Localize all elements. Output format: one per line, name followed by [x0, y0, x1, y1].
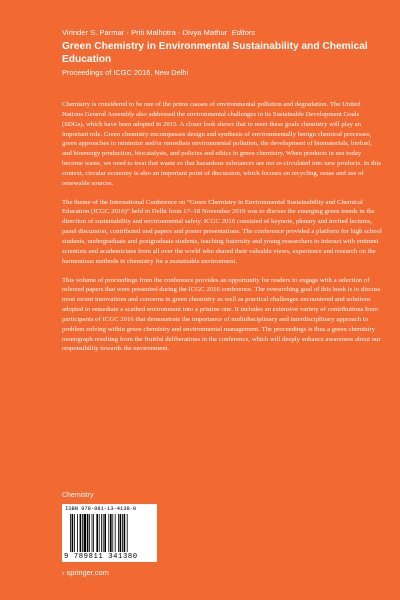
editors-role: Editors: [231, 28, 256, 37]
barcode-digits: 9 789811 341380: [64, 553, 138, 561]
barcode-bar: [127, 514, 128, 552]
book-subtitle: Proceedings of ICGC 2016, New Delhi: [62, 68, 189, 77]
barcode-bar: [77, 514, 78, 552]
blurb-paragraph: The theme of the International Conference on “Green Chemistry in Environmental Sustainability and Chemical Education (ICGC 2016)” held in Delhi from 17–18 November 2016 was to discuss the emerging green trends in the direction of sustainability and environmental safety. ICGC 2016 consisted of keynote, plenary and invited lectures, panel discussion, contributed oral papers and poster presentations. The conference provided a platform for high school students, undergraduate and postgraduate students, teaching fraternity and young researchers to interact with eminent scientists and academicians from all over the world who shared their valuable views, experience and research on the harmonious methods in chemistry for a sustainable environment.: [62, 198, 382, 265]
barcode-bar: [115, 514, 116, 552]
barcode-bar: [92, 514, 93, 552]
barcode-bar: [82, 514, 83, 552]
barcode-bar: [87, 514, 89, 552]
barcode-bars: [70, 514, 150, 552]
editors-names: Virinder S. Parmar · Priti Malhotra · Divya Mathur: [62, 28, 228, 37]
barcode-bar: [93, 514, 94, 552]
barcode-bar: [103, 514, 104, 552]
barcode-bar: [80, 514, 82, 552]
barcode-bar: [101, 514, 102, 552]
springer-link[interactable]: › springer.com: [62, 568, 109, 577]
blurb-paragraph: This volume of proceedings from the conference provides an opportunity for readers to engage with a selection of refereed papers that were presented during the ICGC 2016 conference. The overarching goal of this book is to discuss most recent innovations and concerns in green chemistry as well as practical challenges encountered and solutions adopted to remediate a scathed environment into a pristine one. It includes an extensive variety of contributions from participants of ICGC 2016 that demonstrate the importance of multidisciplinary and interdisciplinary approach to problem solving within green chemistry and environmental management. The proceedings is thus a green chemistry monograph resulting from the fruitful deliberations in the conference, which will deeply enhance awareness about our responsibility towards the environment.: [62, 276, 381, 353]
barcode-bar: [124, 514, 126, 552]
isbn-label: ISBN 978-981-13-4138-0: [65, 506, 137, 512]
barcode-bar: [104, 514, 106, 552]
barcode-bar: [120, 514, 122, 552]
barcode-bar: [108, 514, 109, 552]
barcode-bar: [99, 514, 100, 552]
book-title: Green Chemistry in Environmental Sustainability and Chemical Education: [62, 41, 368, 65]
barcode-bar: [118, 514, 119, 552]
barcode-bar: [96, 514, 98, 552]
barcode-bar: [74, 514, 75, 552]
blurb-paragraph: Chemistry is considered to be one of the prime causes of environmental pollution and degradation. The United Nations General Assembly also addressed the environmental challenges in its Sustainable Development Goals (SDGs), which have been adopted in 2015. A closer look shows that to meet these goals chemistry will play an important role. Green chemistry encompasses design and synthesis of environmentally benign chemical processes, green approaches to minimize and/or remediate environmental pollution, the development of biomaterials, biofuel, and bioenergy production, biocatalysis, and policies and ethics in green chemistry. When products in use today become waste, we need to treat that waste so that hazardous substances are not re-circulated into new products. In this context, circular economy is also an important point of discussion, which focuses on recycling, reuse and use of renewable sources.: [62, 101, 381, 187]
blurb: [62, 100, 382, 363]
barcode-bar: [72, 514, 74, 552]
editors-line: [62, 28, 372, 38]
barcode-bar: [112, 514, 113, 552]
cover-header: [62, 28, 372, 78]
barcode-bar: [122, 514, 123, 552]
barcode-bar: [110, 514, 112, 552]
barcode-bar: [84, 514, 86, 552]
subject-category: Chemistry: [62, 492, 94, 499]
barcode-bar: [70, 514, 71, 552]
barcode-bar: [89, 514, 90, 552]
isbn-barcode: [62, 504, 157, 562]
